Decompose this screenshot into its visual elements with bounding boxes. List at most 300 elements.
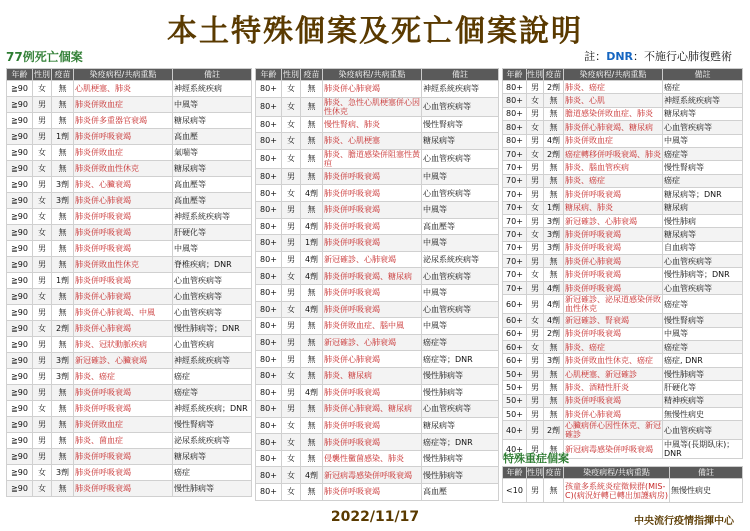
note-dnr: DNR xyxy=(606,50,633,63)
cell-sex: 女 xyxy=(33,289,52,305)
cell-age: 40+ xyxy=(503,421,527,440)
cell-sex: 女 xyxy=(282,417,301,434)
cell-sex: 男 xyxy=(527,394,544,407)
cell-vaccine: 無 xyxy=(544,174,564,187)
cell-age: ≧90 xyxy=(7,145,33,161)
cell-vaccine: 無 xyxy=(301,318,323,335)
table-row xyxy=(503,107,743,120)
cell-sex: 女 xyxy=(33,209,52,225)
cell-remarks: 慢性肺病等 xyxy=(422,367,499,384)
cell-age: ≧90 xyxy=(7,305,33,321)
table-row xyxy=(256,417,499,434)
cell-course: 肺炎併敗血症、腦中風 xyxy=(323,318,422,335)
cell-vaccine: 無 xyxy=(301,367,323,384)
cell-course: 新冠確診、腎衰竭 xyxy=(564,314,663,327)
cell-remarks: 癌症等 xyxy=(422,334,499,351)
cell-course: 肺炎、癌症 xyxy=(74,369,173,385)
cell-remarks: 慢性肺病 xyxy=(663,214,743,227)
cell-course: 肺炎併呼吸衰竭 xyxy=(323,185,422,202)
cell-sex: 男 xyxy=(33,369,52,385)
cell-remarks: 癌症等 xyxy=(173,385,252,401)
cell-sex: 男 xyxy=(527,188,544,201)
cell-age: 80+ xyxy=(256,235,282,252)
cell-course: 肺炎併敗血症 xyxy=(564,134,663,147)
cell-remarks: 高血壓等 xyxy=(173,177,252,193)
cell-age: 80+ xyxy=(503,107,527,120)
cell-vaccine: 無 xyxy=(52,257,74,273)
cell-course: 肺炎併敗血症 xyxy=(74,417,173,433)
table-row xyxy=(7,177,252,193)
cell-age: 80+ xyxy=(503,134,527,147)
cell-age: ≧90 xyxy=(7,369,33,385)
table-row xyxy=(7,449,252,465)
cell-vaccine: 4劑 xyxy=(301,467,323,484)
cell-remarks: 慢性肺病等 xyxy=(663,367,743,380)
cell-vaccine: 4劑 xyxy=(544,281,564,294)
table-row xyxy=(7,225,252,241)
cell-age: 80+ xyxy=(256,384,282,401)
table-row xyxy=(503,201,743,214)
cell-age: ≧90 xyxy=(7,225,33,241)
cell-course: 肺炎併呼吸衰竭、糖尿病 xyxy=(323,268,422,285)
cell-age: 50+ xyxy=(503,367,527,380)
table-row xyxy=(503,94,743,107)
cell-remarks: 中風等 xyxy=(422,235,499,252)
cell-age: 70+ xyxy=(503,255,527,268)
cell-age: 80+ xyxy=(256,318,282,335)
header-course: 染疫病程/共病重點 xyxy=(74,69,173,81)
special-header-course: 染疫病程/共病重點 xyxy=(564,467,670,479)
cell-sex: 女 xyxy=(527,147,544,160)
cell-vaccine: 無 xyxy=(301,434,323,451)
cell-remarks: 無慢性病史 xyxy=(670,479,743,503)
cell-course: 心臟病併心因性休克、新冠確診 xyxy=(565,421,661,440)
table-row xyxy=(256,168,499,185)
cell-vaccine: 無 xyxy=(544,188,564,201)
header-age: 年齡 xyxy=(256,69,282,81)
death-cases-subtitle: 77例死亡個案 xyxy=(6,50,83,64)
header-remarks: 備註 xyxy=(422,69,499,81)
cell-age: 70+ xyxy=(503,201,527,214)
cell-vaccine: 無 xyxy=(301,168,323,185)
table-row xyxy=(7,305,252,321)
cell-course: 肺炎併呼吸衰竭 xyxy=(323,201,422,218)
cell-course: 肺炎、癌症 xyxy=(564,81,663,94)
cell-vaccine: 2劑 xyxy=(544,81,564,94)
cell-course: 心肌梗塞、新冠確診 xyxy=(564,367,663,380)
cell-remarks: 神經系統疾病；DNR xyxy=(173,401,252,417)
cell-remarks: 心血管疾病 xyxy=(173,337,252,353)
cell-remarks: 慢性肺病等 xyxy=(173,481,252,497)
cell-remarks: 癌症等；DNR xyxy=(422,351,499,368)
table-row xyxy=(7,353,252,369)
cell-vaccine: 無 xyxy=(301,401,323,418)
cell-age: 50+ xyxy=(503,394,527,407)
cell-remarks: 中風等 xyxy=(422,168,499,185)
table-row xyxy=(256,268,499,285)
cell-sex: 男 xyxy=(33,449,52,465)
cell-sex: 男 xyxy=(282,384,301,401)
cell-age: 70+ xyxy=(503,228,527,241)
cell-sex: 男 xyxy=(282,235,301,252)
cell-remarks: 中風等 xyxy=(173,241,252,257)
cell-course: 肺炎、癌症 xyxy=(564,341,663,354)
cell-age: 60+ xyxy=(503,295,527,314)
cell-vaccine: 無 xyxy=(52,145,74,161)
cell-vaccine: 無 xyxy=(544,367,564,380)
cell-sex: 女 xyxy=(282,367,301,384)
table-row xyxy=(7,209,252,225)
cell-vaccine: 無 xyxy=(52,401,74,417)
cell-course: 肺炎併呼吸衰竭 xyxy=(564,281,663,294)
cell-remarks: 心血管疾病等 xyxy=(422,401,499,418)
cell-remarks: 心血管疾病等 xyxy=(663,121,743,134)
table-row xyxy=(256,318,499,335)
table-row xyxy=(7,465,252,481)
table-row xyxy=(503,367,743,380)
cell-sex: 女 xyxy=(282,97,301,116)
cell-sex: 女 xyxy=(282,268,301,285)
cell-age: 80+ xyxy=(503,94,527,107)
cell-age: ≧90 xyxy=(7,465,33,481)
cell-sex: 男 xyxy=(527,174,544,187)
cell-course: 肺炎併呼吸衰竭 xyxy=(74,241,173,257)
cell-vaccine: 無 xyxy=(52,81,74,97)
cell-age: 50+ xyxy=(503,381,527,394)
cell-age: 60+ xyxy=(503,341,527,354)
cell-vaccine: 4劑 xyxy=(301,185,323,202)
table-row xyxy=(256,334,499,351)
cell-sex: 男 xyxy=(527,367,544,380)
cell-age: 60+ xyxy=(503,354,527,367)
cell-age: ≧90 xyxy=(7,337,33,353)
cell-vaccine: 無 xyxy=(52,449,74,465)
cell-sex: 男 xyxy=(282,401,301,418)
table-row xyxy=(256,467,499,484)
death-cases-table-3 xyxy=(502,68,743,459)
cell-age: ≧90 xyxy=(7,481,33,497)
cell-course: 新冠確診、心肺衰竭 xyxy=(323,251,422,268)
cell-age: 80+ xyxy=(503,81,527,94)
cell-age: 80+ xyxy=(256,149,282,168)
cell-age: ≧90 xyxy=(7,257,33,273)
table-row xyxy=(256,301,499,318)
special-header-vaccine: 疫苗 xyxy=(545,468,562,477)
cell-vaccine: 4劑 xyxy=(544,314,564,327)
cell-sex: 女 xyxy=(282,81,301,98)
cell-age: ≧90 xyxy=(7,417,33,433)
cell-age: 80+ xyxy=(256,484,282,501)
report-date: 2022/11/17 xyxy=(330,509,420,525)
cell-age: ≧90 xyxy=(7,113,33,129)
cell-remarks: 癌症等 xyxy=(663,341,743,354)
cell-remarks: 中風等 xyxy=(422,201,499,218)
header-vaccine: 疫苗 xyxy=(301,69,323,81)
cell-course: 肺炎、急性心肌梗塞併心因性休克 xyxy=(324,97,420,116)
cell-course: 肺炎併多重器官衰竭 xyxy=(74,113,173,129)
cell-sex: 女 xyxy=(527,268,544,281)
cell-course: 癌症轉移併呼吸衰竭、肺炎 xyxy=(564,147,663,160)
cell-course: 肺炎併呼吸衰竭 xyxy=(323,434,422,451)
table-row xyxy=(256,201,499,218)
cell-remarks: 精神疾病等 xyxy=(663,394,743,407)
cell-course: 新冠確診、心臟衰竭 xyxy=(74,353,173,369)
cell-vaccine: 3劑 xyxy=(52,177,74,193)
cell-sex: 女 xyxy=(527,121,544,134)
cell-course: 肺炎、腦血管疾病 xyxy=(564,161,663,174)
cell-sex: 男 xyxy=(527,161,544,174)
cell-course: 肺炎併呼吸衰竭 xyxy=(564,188,663,201)
cell-course: 肺炎、冠狀動脈疾病 xyxy=(74,337,173,353)
cell-vaccine: 4劑 xyxy=(544,295,564,314)
special-header-sex: 性別 xyxy=(527,468,543,477)
cell-remarks: 心血管疾病等 xyxy=(422,268,499,285)
cell-vaccine: 無 xyxy=(544,121,564,134)
table-row xyxy=(7,273,252,289)
cell-remarks: 心血管疾病等 xyxy=(663,281,743,294)
table-row xyxy=(503,241,743,254)
cell-sex: 男 xyxy=(282,318,301,335)
cell-remarks: 中風等 xyxy=(422,318,499,335)
cell-age: 70+ xyxy=(503,161,527,174)
table-row xyxy=(503,228,743,241)
cell-remarks: 慢性肺病等 xyxy=(422,467,499,484)
cell-age: 80+ xyxy=(256,268,282,285)
cell-age: 70+ xyxy=(503,147,527,160)
cell-remarks: 泌尿系統疾病等 xyxy=(173,433,252,449)
cell-course: 肺炎併心肺衰竭、糖尿病 xyxy=(564,121,663,134)
cell-age: 70+ xyxy=(503,174,527,187)
cell-vaccine: 3劑 xyxy=(52,465,74,481)
table-row xyxy=(503,407,743,420)
cell-age: 40+ xyxy=(503,440,527,459)
cell-remarks: 糖尿病等 xyxy=(173,449,252,465)
cell-course: 肺炎併敗血性休克、癌症 xyxy=(564,354,663,367)
table-row xyxy=(256,81,499,98)
cell-sex: 男 xyxy=(33,385,52,401)
cell-course: 肺炎併呼吸衰竭 xyxy=(323,301,422,318)
cell-vaccine: 3劑 xyxy=(52,353,74,369)
cell-age: 70+ xyxy=(503,214,527,227)
table-row xyxy=(256,351,499,368)
table-row xyxy=(503,327,743,340)
cell-course: 肺炎併心肺衰竭 xyxy=(323,351,422,368)
cell-age: 50+ xyxy=(503,407,527,420)
cell-age: 80+ xyxy=(256,417,282,434)
cell-remarks: 心血管疾病等 xyxy=(663,421,743,440)
cell-vaccine: 無 xyxy=(52,481,74,497)
cell-remarks: 無慢性病史 xyxy=(663,407,743,420)
cell-sex: 男 xyxy=(527,354,544,367)
cell-sex: 男 xyxy=(527,327,544,340)
cell-age: 80+ xyxy=(256,351,282,368)
cell-age: ≧90 xyxy=(7,129,33,145)
death-cases-table-1 xyxy=(6,68,252,497)
table-row xyxy=(7,241,252,257)
cell-remarks: 癌症等 xyxy=(663,147,743,160)
cell-age: ≧90 xyxy=(7,401,33,417)
cell-remarks: 心血管疾病等 xyxy=(663,255,743,268)
table-row xyxy=(256,116,499,133)
cell-course: 肺炎併呼吸衰竭 xyxy=(323,235,422,252)
cell-sex: 男 xyxy=(527,134,544,147)
cell-vaccine: 無 xyxy=(301,97,323,116)
table-row xyxy=(503,314,743,327)
table-row xyxy=(503,147,743,160)
cell-vaccine: 無 xyxy=(301,149,323,168)
note-suffix: ：不施行心肺復甦術 xyxy=(633,50,732,63)
cell-vaccine: 4劑 xyxy=(301,301,323,318)
cell-course: 新冠確診、心肺衰竭 xyxy=(323,334,422,351)
cell-sex: 男 xyxy=(282,218,301,235)
cell-sex: 男 xyxy=(527,421,544,440)
cell-vaccine: 無 xyxy=(52,209,74,225)
table-row xyxy=(256,235,499,252)
table-row xyxy=(256,185,499,202)
table-row xyxy=(503,121,743,134)
cell-course: 肺炎併心肺衰竭 xyxy=(74,321,173,337)
table-row xyxy=(7,385,252,401)
cell-age: 60+ xyxy=(503,314,527,327)
cell-remarks: 神經系統疾病等 xyxy=(663,94,743,107)
cell-vaccine: 無 xyxy=(544,381,564,394)
cell-course: 慢性腎病、肺炎 xyxy=(323,116,422,133)
cell-remarks: 高血壓 xyxy=(173,129,252,145)
cell-remarks: 心血管疾病等 xyxy=(173,289,252,305)
cell-remarks: 糖尿病等 xyxy=(173,113,252,129)
cell-sex: 女 xyxy=(33,225,52,241)
cell-remarks: 高血壓等 xyxy=(173,193,252,209)
cell-course: 肺炎併呼吸衰竭 xyxy=(564,327,663,340)
header-sex: 性別 xyxy=(527,70,543,79)
cell-vaccine: 1劑 xyxy=(52,129,74,145)
table-row xyxy=(256,450,499,467)
cell-remarks: 脊椎疾病；DNR xyxy=(173,257,252,273)
cell-course: 肺炎併呼吸衰竭 xyxy=(323,168,422,185)
dnr-note xyxy=(584,48,732,64)
table-row xyxy=(256,484,499,501)
cell-vaccine: 無 xyxy=(301,334,323,351)
cell-vaccine: 無 xyxy=(544,107,564,120)
cell-age: ≧90 xyxy=(7,161,33,177)
cell-age: 80+ xyxy=(503,121,527,134)
cell-sex: 男 xyxy=(33,241,52,257)
cell-remarks: 癌症, DNR xyxy=(663,354,743,367)
cell-age: 80+ xyxy=(256,201,282,218)
cell-age: 80+ xyxy=(256,301,282,318)
cell-vaccine: 3劑 xyxy=(544,214,564,227)
cell-remarks: 癌症等；DNR xyxy=(422,434,499,451)
cell-age: 60+ xyxy=(503,327,527,340)
cell-age: 80+ xyxy=(256,401,282,418)
cell-course: 肺炎併呼吸衰竭 xyxy=(323,384,422,401)
cell-age: 80+ xyxy=(256,81,282,98)
cell-vaccine: 無 xyxy=(301,201,323,218)
cell-course: 肺炎、心肌 xyxy=(564,94,663,107)
cell-course: 新冠確診、泌尿道感染併敗血性休克 xyxy=(565,295,661,314)
special-cases-title: 特殊重症個案 xyxy=(503,452,569,465)
cell-vaccine: 無 xyxy=(301,133,323,150)
cell-age: ≧90 xyxy=(7,433,33,449)
cell-remarks: 慢性腎病等 xyxy=(173,417,252,433)
table-row xyxy=(7,321,252,337)
table-row xyxy=(256,434,499,451)
cell-course: 肺炎併呼吸衰竭 xyxy=(74,273,173,289)
death-cases-table-2 xyxy=(255,68,499,501)
cell-vaccine: 無 xyxy=(52,97,74,113)
cell-sex: 男 xyxy=(33,353,52,369)
cell-remarks: 高血壓 xyxy=(422,484,499,501)
header-course: 染疫病程/共病重點 xyxy=(323,69,422,81)
cell-age: 80+ xyxy=(256,251,282,268)
table-row xyxy=(256,401,499,418)
cell-age: 80+ xyxy=(256,434,282,451)
cell-course: 肺炎併敗血症 xyxy=(74,145,173,161)
cell-vaccine: 無 xyxy=(301,116,323,133)
cell-vaccine: 無 xyxy=(544,161,564,174)
cell-age: 80+ xyxy=(256,284,282,301)
cell-course: 肺炎併呼吸衰竭 xyxy=(564,241,663,254)
cell-remarks: 慢性腎病等 xyxy=(422,116,499,133)
cell-age: 80+ xyxy=(256,367,282,384)
cell-sex: 女 xyxy=(33,321,52,337)
cell-sex: 男 xyxy=(527,281,544,294)
cell-age: ≧90 xyxy=(7,81,33,97)
table-row xyxy=(256,251,499,268)
cell-course: 肺炎、癌症 xyxy=(564,174,663,187)
header-vaccine: 疫苗 xyxy=(52,69,74,81)
table-row xyxy=(503,255,743,268)
special-cases-table xyxy=(502,466,743,503)
cell-course: 肺炎併呼吸衰竭 xyxy=(323,284,422,301)
cell-age: 80+ xyxy=(256,185,282,202)
cell-sex: 男 xyxy=(527,214,544,227)
cell-vaccine: 2劑 xyxy=(544,327,564,340)
table-row xyxy=(7,417,252,433)
table-row xyxy=(503,81,743,94)
table-row xyxy=(7,481,252,497)
table-row xyxy=(503,354,743,367)
cell-vaccine: 1劑 xyxy=(52,273,74,289)
cell-course: 肺炎併呼吸衰竭 xyxy=(74,481,173,497)
cell-age: 80+ xyxy=(256,168,282,185)
cell-remarks: 心血管疾病等 xyxy=(422,97,499,116)
cell-course: 肺炎併呼吸衰竭 xyxy=(564,228,663,241)
cell-remarks: 慢性腎病等 xyxy=(663,314,743,327)
cell-vaccine: 3劑 xyxy=(544,228,564,241)
cell-remarks: 糖尿病 xyxy=(663,201,743,214)
cell-remarks: 中風等 xyxy=(663,327,743,340)
cell-sex: 男 xyxy=(527,241,544,254)
cell-age: 80+ xyxy=(256,218,282,235)
table-row xyxy=(7,145,252,161)
table-row xyxy=(7,193,252,209)
cell-course: 膽道感染併敗血症、肺炎 xyxy=(564,107,663,120)
cell-course: 肺炎、糖尿病 xyxy=(323,367,422,384)
cell-course: 肺炎併心肺衰竭 xyxy=(74,193,173,209)
cell-remarks: 癌症 xyxy=(663,81,743,94)
table-row xyxy=(256,367,499,384)
cell-vaccine: 無 xyxy=(52,289,74,305)
cell-sex: 男 xyxy=(33,417,52,433)
cell-remarks: 癌症 xyxy=(173,465,252,481)
cell-sex: 女 xyxy=(33,465,52,481)
special-header-remarks: 備註 xyxy=(670,467,743,479)
cell-vaccine: 3劑 xyxy=(544,241,564,254)
cell-vaccine: 無 xyxy=(544,479,564,503)
table-row xyxy=(7,129,252,145)
table-row xyxy=(503,134,743,147)
